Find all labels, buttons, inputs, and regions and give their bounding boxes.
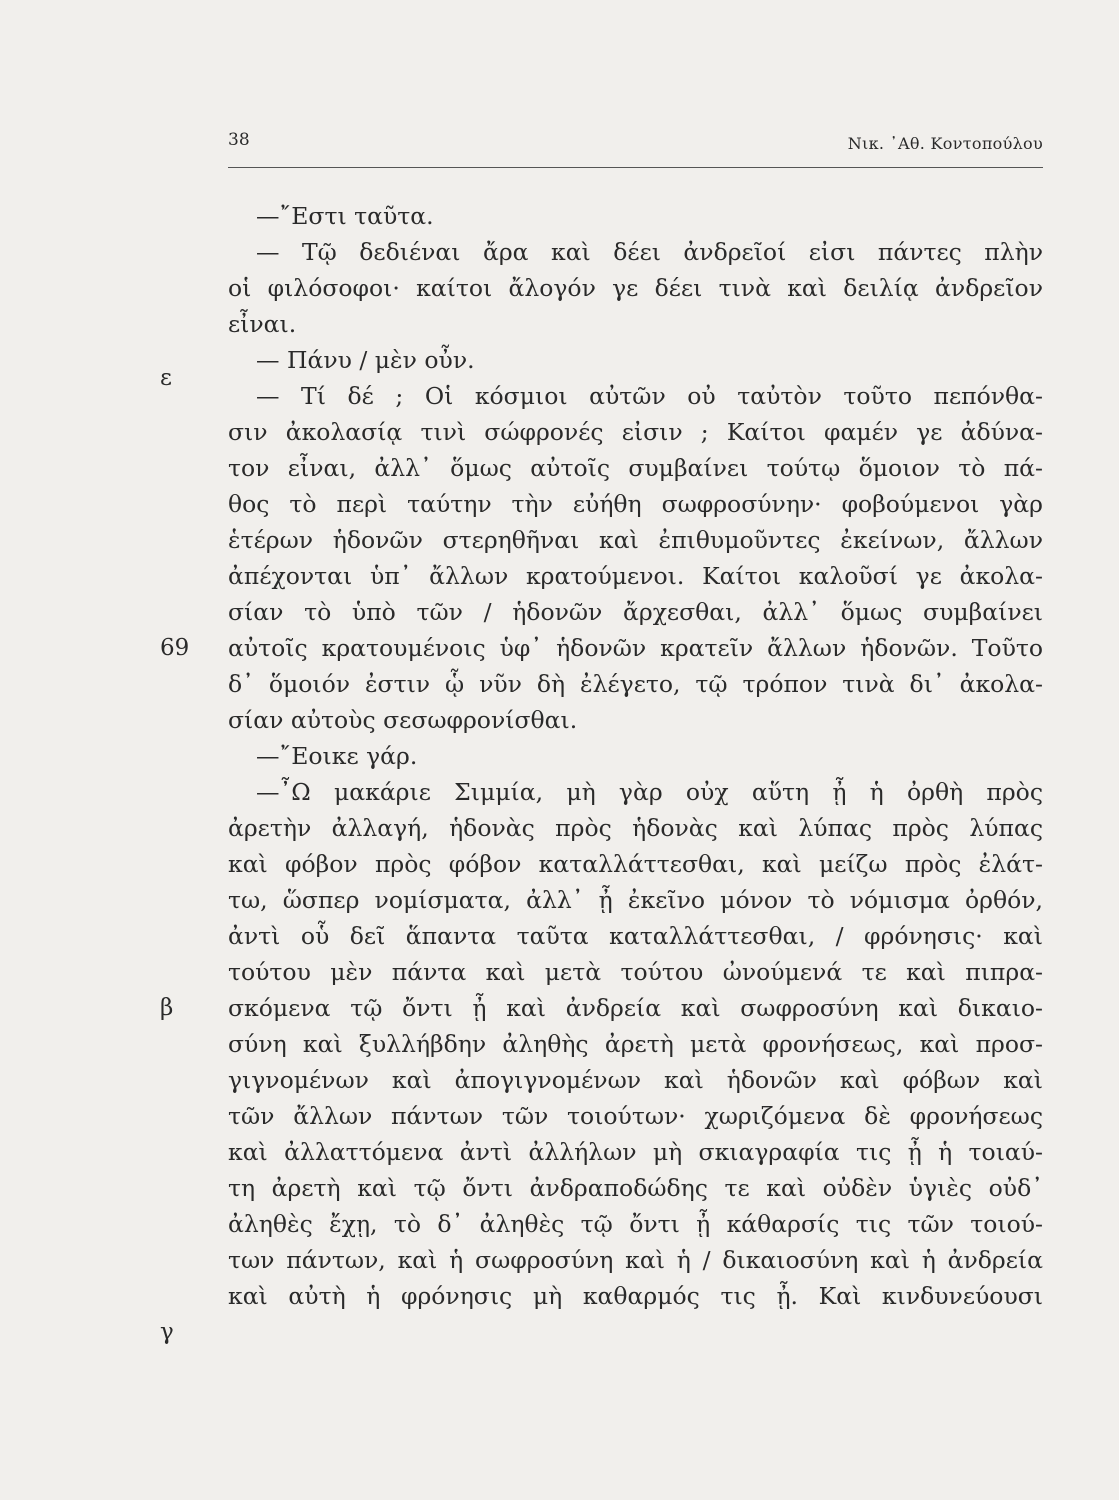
text-line: —῏Ω μακάριε Σιμμία, μὴ γὰρ οὐχ αὕτη ᾖ ἡ ὀρθὴ πρὸς: [256, 778, 1043, 806]
text-line: ἀπέχονται ὑπ᾿ ἄλλων κρατούμενοι. Καίτοι καλοῦσί γε ἀκολα-: [228, 562, 1043, 590]
text-line: ἀρετὴν ἀλλαγή, ἡδονὰς πρὸς ἡδονὰς καὶ λύπας πρὸς λύπας: [228, 814, 1043, 842]
text-line: αὐτοῖς κρατουμένοις ὑφ᾿ ἡδονῶν κρατεῖν ἄλλων ἡδονῶν. Τοῦτο: [228, 634, 1043, 662]
text-line: καὶ φόβον πρὸς φόβον καταλλάττεσθαι, καὶ μείζω πρὸς ἐλάτ-: [228, 850, 1043, 878]
text-line: ἀληθὲς ἔχῃ, τὸ δ᾿ ἀληθὲς τῷ ὄντι ᾖ κάθαρσίς τις τῶν τοιού-: [228, 1210, 1043, 1238]
page-header: [228, 130, 1043, 158]
margin-mark-69: 69: [160, 635, 190, 661]
page-number: 38: [228, 130, 250, 150]
text-line: καὶ αὐτὴ ἡ φρόνησις μὴ καθαρμός τις ᾖ. Καὶ κινδυνεύουσι: [228, 1282, 1043, 1310]
text-line: σιν ἀκολασίᾳ τινὶ σώφρονές εἰσιν ; Καίτοι φαμέν γε ἀδύνα-: [228, 418, 1043, 446]
text-line: δ᾿ ὅμοιόν ἐστιν ᾧ νῦν δὴ ἐλέγετο, τῷ τρόπον τινὰ δι᾿ ἀκολα-: [228, 670, 1043, 698]
text-line: —῎Εστι ταῦτα.: [256, 202, 434, 230]
text-line: σίαν αὐτοὺς σεσωφρονίσθαι.: [228, 706, 578, 734]
text-line: τούτου μὲν πάντα καὶ μετὰ τούτου ὠνούμενά τε καὶ πιπρα-: [228, 958, 1043, 986]
margin-mark-b: β: [160, 995, 174, 1021]
text-line: τω, ὥσπερ νομίσματα, ἀλλ᾿ ᾖ ἐκεῖνο μόνον τὸ νόμισμα ὀρθόν,: [228, 886, 1043, 914]
margin-mark-g: γ: [160, 1319, 174, 1345]
text-line: εἶναι.: [228, 310, 297, 338]
text-line: καὶ ἀλλαττόμενα ἀντὶ ἀλλήλων μὴ σκιαγραφία τις ᾖ ἡ τοιαύ-: [228, 1138, 1043, 1166]
body-text: [228, 198, 1043, 1314]
running-head: Νικ. ᾿Αθ. Κοντοπούλου: [847, 134, 1043, 153]
text-line: —῎Εοικε γάρ.: [256, 742, 418, 770]
text-line: σύνη καὶ ξυλλήβδην ἀληθὴς ἀρετὴ μετὰ φρονήσεως, καὶ προσ-: [228, 1030, 1043, 1058]
text-line: τη ἀρετὴ καὶ τῷ ὄντι ἀνδραποδώδης τε καὶ οὐδὲν ὑγιὲς οὐδ᾿: [228, 1174, 1043, 1202]
text-line: — Τί δέ ; Οἱ κόσμιοι αὐτῶν οὐ ταὐτὸν τοῦτο πεπόνθα-: [256, 382, 1043, 410]
text-line: — Πάνυ / μὲν οὖν.: [256, 346, 475, 374]
text-line: θος τὸ περὶ ταύτην τὴν εὐήθη σωφροσύνην· φοβούμενοι γὰρ: [228, 490, 1043, 518]
text-line: ἑτέρων ἡδονῶν στερηθῆναι καὶ ἐπιθυμοῦντες ἐκείνων, ἄλλων: [228, 526, 1043, 554]
text-line: οἱ φιλόσοφοι· καίτοι ἄλογόν γε δέει τινὰ καὶ δειλίᾳ ἀνδρεῖον: [228, 274, 1043, 302]
text-line: — Τῷ δεδιέναι ἄρα καὶ δέει ἀνδρεῖοί εἰσι πάντες πλὴν: [256, 238, 1043, 266]
text-line: ἀντὶ οὗ δεῖ ἅπαντα ταῦτα καταλλάττεσθαι, / φρόνησις· καὶ: [228, 922, 1043, 950]
text-line: των πάντων, καὶ ἡ σωφροσύνη καὶ ἡ / δικαιοσύνη καὶ ἡ ἀνδρεία: [228, 1246, 1043, 1274]
text-line: τον εἶναι, ἀλλ᾿ ὅμως αὐτοῖς συμβαίνει τούτῳ ὅμοιον τὸ πά-: [228, 454, 1043, 482]
text-line: γιγνομένων καὶ ἀπογιγνομένων καὶ ἡδονῶν καὶ φόβων καὶ: [228, 1066, 1043, 1094]
text-line: σίαν τὸ ὑπὸ τῶν / ἡδονῶν ἄρχεσθαι, ἀλλ᾿ ὅμως συμβαίνει: [228, 598, 1043, 626]
margin-mark-e: ε: [160, 365, 172, 391]
text-line: τῶν ἄλλων πάντων τῶν τοιούτων· χωριζόμενα δὲ φρονήσεως: [228, 1102, 1043, 1130]
header-rule: [228, 167, 1043, 168]
text-line: σκόμενα τῷ ὄντι ᾖ καὶ ἀνδρεία καὶ σωφροσύνη καὶ δικαιο-: [228, 994, 1043, 1022]
